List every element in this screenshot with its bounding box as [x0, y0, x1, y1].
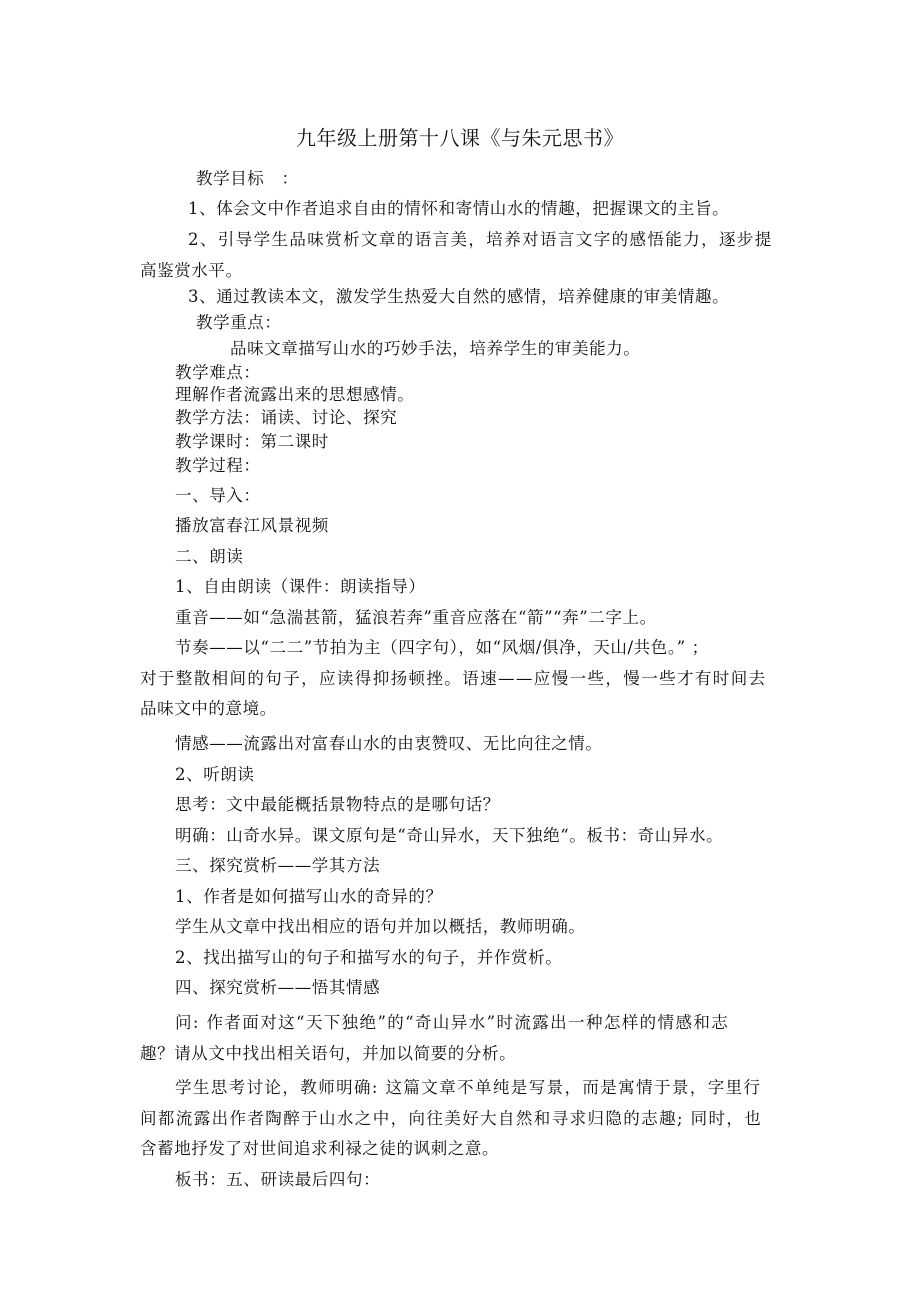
- goal-2-line-1: 2、引导学生品味赏析文章的语言美，培养对语言文字的感悟能力，逐步提: [188, 230, 773, 249]
- emotion-text: 情感——流露出对富春山水的由衷赞叹、无比向往之情。: [175, 734, 603, 753]
- question-text: 思考：文中最能概括景物特点的是哪句话？: [175, 795, 500, 814]
- goal-3: 3、通过教读本文，激发学生热爱大自然的感情，培养健康的审美情趣。: [188, 287, 730, 306]
- free-reading: 1、自由朗读（课件：朗读指导）: [175, 577, 426, 596]
- difficulties-text: 理解作者流露出来的思想感情。: [175, 385, 415, 404]
- introduction-text: 播放富春江风景视频: [175, 516, 329, 535]
- rhythm-text-line-2: 对于整散相间的句子，应读得抑扬顿挫。语速——应慢一些，慢一些才有时间去: [140, 669, 767, 688]
- teaching-methods: 教学方法：诵读、讨论、探究: [175, 408, 398, 427]
- rhythm-text-line-1: 节奏——以“二二”节拍为主（四字句），如“风烟/俱净，天山/共色。” ；: [175, 638, 709, 657]
- heading-process: 教学过程：: [175, 456, 261, 475]
- discussion-text-line-2: 间都流露出作者陶醉于山水之中，向往美好大自然和寻求归隐的志趣; 同时，也: [140, 1109, 763, 1128]
- heading-key-points: 教学重点：: [196, 313, 282, 332]
- discussion-text-line-3: 含蓄地抒发了对世间追求利禄之徒的讽刺之意。: [140, 1139, 500, 1158]
- answer-text: 明确：山奇水异。课文原句是“奇山异水，天下独绝“。板书：奇山异水。: [175, 826, 724, 845]
- key-points-text: 品味文章描写山水的巧妙手法，培养学生的审美能力。: [230, 339, 641, 358]
- discussion-text-line-1: 学生思考讨论，教师明确: 这篇文章不单纯是写景，而是寓情于景，字里行: [175, 1078, 762, 1097]
- emotion-question-line-2: 趣？请从文中找出相关语句，并加以简要的分析。: [140, 1044, 517, 1063]
- board-writing: 板书：五、研读最后四句：: [175, 1170, 381, 1189]
- document-title: 九年级上册第十八课《与朱元思书》: [296, 126, 624, 150]
- rhythm-text-line-3: 品味文中的意境。: [140, 699, 277, 718]
- heading-difficulties: 教学难点：: [175, 363, 261, 382]
- stress-text: 重音——如“急湍甚箭，猛浪若奔”重音应落在“箭”“奔”二字上。: [175, 608, 657, 627]
- section-introduction: 一、导入：: [175, 486, 261, 505]
- explore-question-1: 1、作者是如何描写山水的奇异的？: [175, 887, 443, 906]
- goal-1: 1、体会文中作者追求自由的情怀和寄情山水的情趣，把握课文的主旨。: [188, 199, 730, 218]
- listen-reading: 2、听朗读: [175, 765, 255, 784]
- section-explore-emotion: 四、探究赏析——悟其情感: [175, 978, 381, 997]
- teaching-hours: 教学课时：第二课时: [175, 432, 329, 451]
- emotion-question-line-1: 问: 作者面对这“天下独绝”的“奇山异水”时流露出一种怎样的情感和志: [175, 1013, 730, 1032]
- section-explore-method: 三、探究赏析——学其方法: [175, 856, 381, 875]
- explore-text-1: 学生从文章中找出相应的语句并加以概括，教师明确。: [175, 917, 586, 936]
- heading-teaching-goals: 教学目标 ：: [196, 169, 299, 188]
- section-reading: 二、朗读: [175, 547, 244, 566]
- explore-question-2: 2、找出描写山的句子和描写水的句子，并作赏析。: [175, 948, 563, 967]
- goal-2-line-2: 高鉴赏水平。: [140, 261, 243, 280]
